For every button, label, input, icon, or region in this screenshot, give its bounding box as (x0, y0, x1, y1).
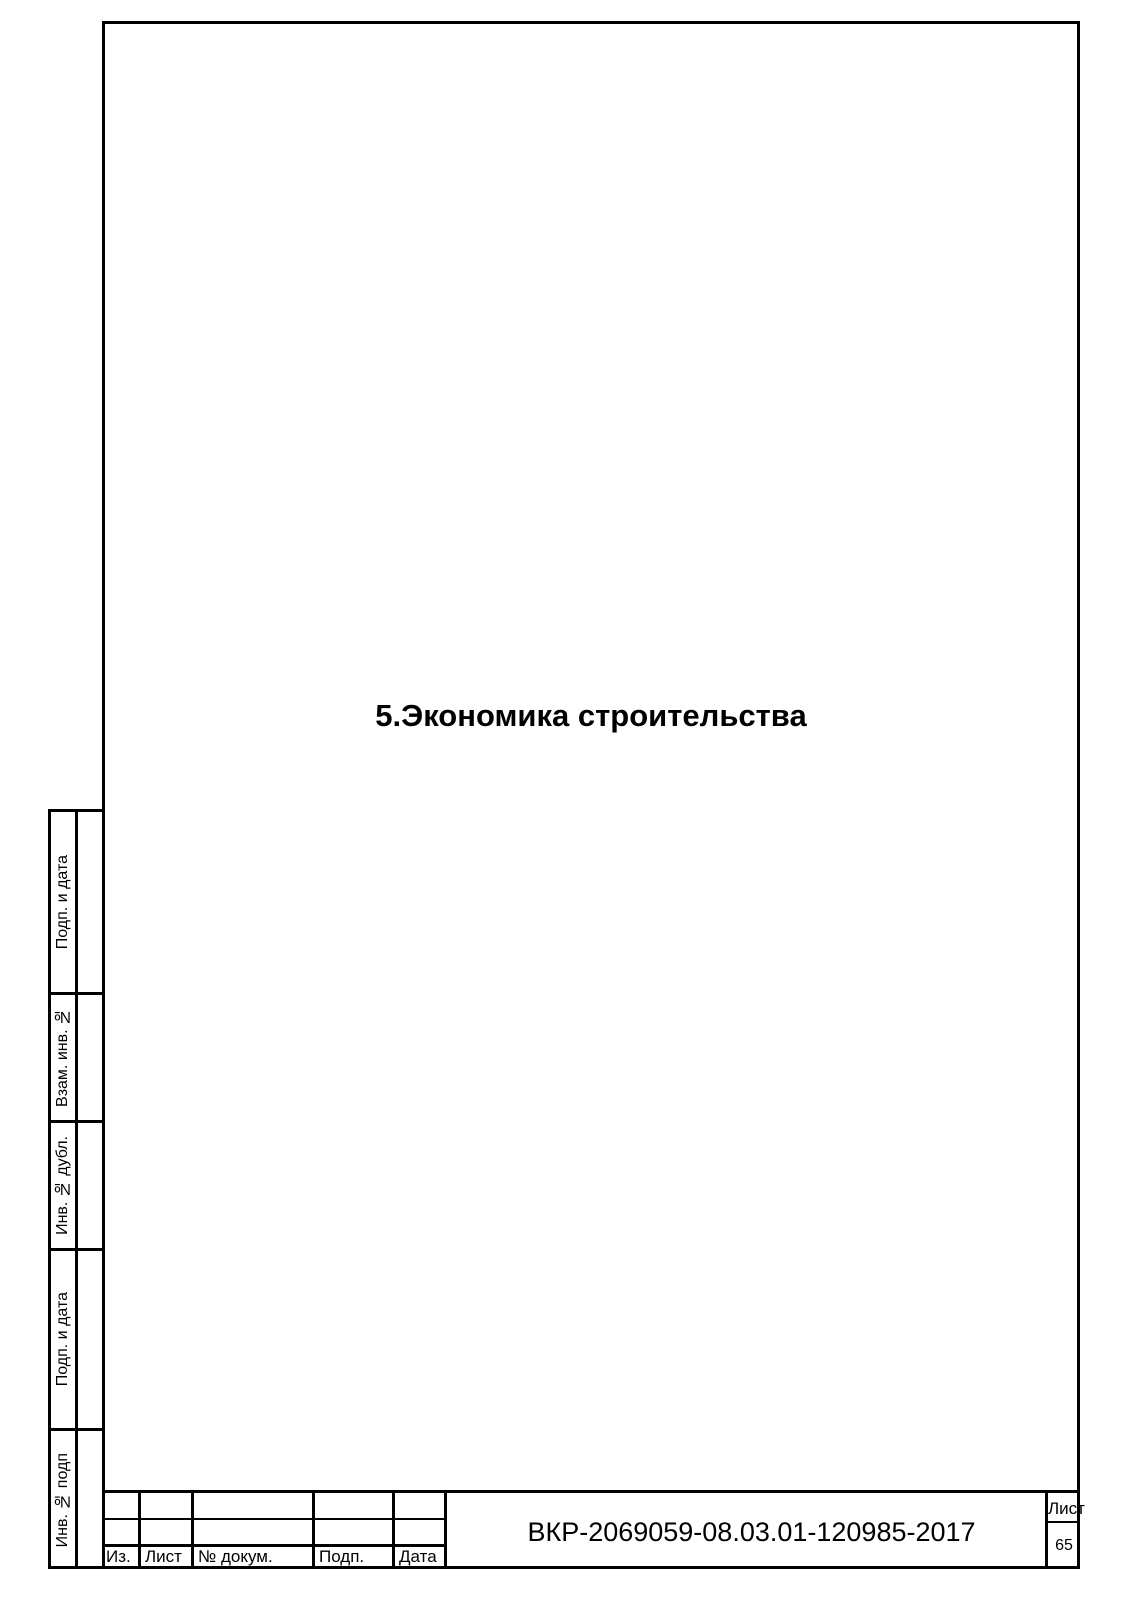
side-strip (48, 809, 104, 1569)
column-header-document: № докум. (198, 1547, 273, 1566)
sheet-number: 65 (1055, 1537, 1073, 1554)
sheet-label: Лист (1048, 1499, 1085, 1518)
side-label-signature-date-2: Подп. и дата (54, 1292, 71, 1387)
column-header-sheet: Лист (145, 1547, 182, 1566)
side-strip-divider (75, 812, 78, 1566)
page-frame (102, 21, 1085, 1569)
column-header-date: Дата (399, 1547, 437, 1566)
title-block-row-line (102, 1518, 447, 1520)
column-header-signature: Подп. (319, 1547, 365, 1566)
document-code: ВКР-2069059-08.03.01-120985-2017 (527, 1517, 976, 1547)
side-label-signature-date: Подп. и дата (54, 854, 71, 950)
page-title: 5.Экономика строительства (375, 698, 807, 733)
side-label-original-inv: Инв. № подп (54, 1452, 71, 1548)
title-block (102, 1490, 1085, 1569)
column-header-change: Из. (106, 1547, 131, 1566)
side-label-duplicate-inv: Инв. № дубл. (54, 1136, 71, 1235)
side-label-replacement-inv: Взам. инв. № (54, 1008, 71, 1107)
